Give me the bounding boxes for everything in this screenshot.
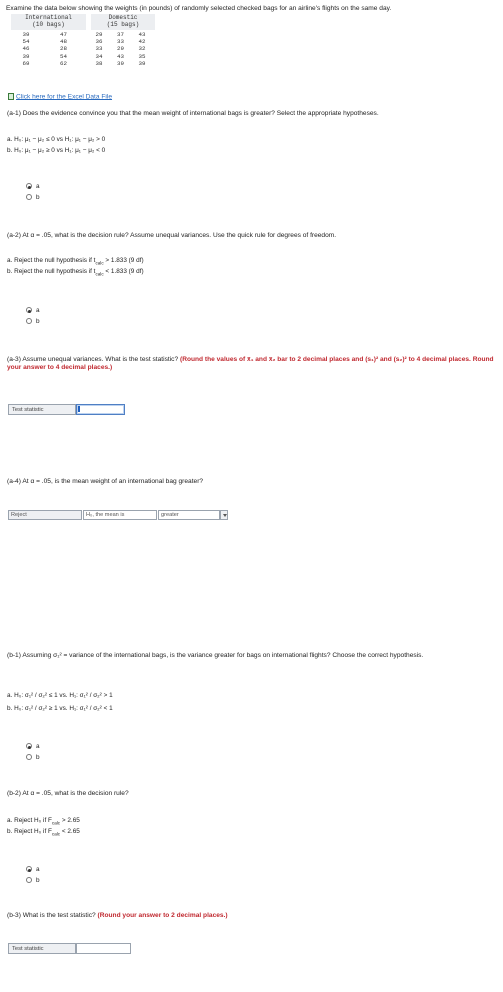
radio-selected-icon[interactable] (26, 307, 32, 313)
question-b1: (b-1) Assuming σ₁² = variance of the international bags, is the variance greater for bags on international flights? Choose the correct hypothesis. (7, 652, 424, 659)
radio-selected-icon[interactable] (26, 183, 32, 189)
intro-text: Examine the data below showing the weights (in pounds) of randomly selected checked bags for an airline's flights on the same day. (6, 5, 392, 12)
b3-test-statistic-label: Test statistic (8, 943, 76, 954)
question-a2: (a-2) At α = .05, what is the decision rule? Assume unequal variances. Use the quick rule for degrees of freedom. (7, 232, 337, 239)
table-row: 46 28 33 29 32 (22, 45, 146, 53)
radio-empty-icon[interactable] (26, 877, 32, 883)
table-row: 39 47 29 37 43 (22, 31, 146, 38)
b1-radio-a[interactable]: a (26, 743, 40, 751)
question-a3: (a-3) Assume unequal variances. What is the test statistic? (Round the values of x̄₁ and x̄₂ bar to 2 decimal places and (s₁)² and (s₂)² to 4 decimal places. Round your answer to 4 decimal places.) (7, 356, 494, 372)
question-b2: (b-2) At α = .05, what is the decision rule? (7, 790, 129, 797)
table-row: 39 54 34 43 35 (22, 52, 146, 60)
a2-radio-b[interactable]: b (26, 318, 40, 326)
excel-file-icon (8, 93, 14, 100)
excel-link[interactable] (8, 93, 112, 101)
question-a4: (a-4) At α = .05, is the mean weight of an international bag greater? (7, 478, 204, 485)
intl-header: International (25, 14, 72, 21)
a3-test-statistic-label: Test statistic (8, 404, 76, 415)
radio-empty-icon[interactable] (26, 194, 32, 200)
question-a1: (a-1) Does the evidence convince you that the mean weight of international bags is greater? Select the appropriate hypotheses. (7, 110, 379, 117)
a1-radio-b[interactable]: b (26, 194, 40, 202)
b1-option-a-text: a. H₀: σ₁² / σ₂² ≤ 1 vs. H₁: σ₁² / σ₂² > 1 (7, 692, 113, 699)
radio-selected-icon[interactable] (26, 866, 32, 872)
radio-empty-icon[interactable] (26, 318, 32, 324)
b2-radio-b[interactable]: b (26, 877, 40, 885)
a2-option-a-text: a. Reject the null hypothesis if $t_{calc} > 1.833$ (9 df) (7, 257, 144, 266)
a1-radio-a[interactable]: a (26, 183, 40, 191)
a3-test-statistic-input[interactable] (76, 404, 125, 415)
input-cursor (78, 406, 80, 412)
a4-conclusion-dropdown[interactable]: H₀, the mean is (83, 510, 157, 520)
b2-option-a-text: a. Reject H₀ if $F_{calc} > 2.65$ (7, 817, 80, 826)
question-b3: (b-3) What is the test statistic? (Round your answer to 2 decimal places.) (7, 912, 228, 919)
table-row: 54 48 36 33 42 (22, 38, 146, 46)
b1-radio-b[interactable]: b (26, 754, 40, 762)
a2-radio-a[interactable]: a (26, 307, 40, 315)
intl-count: (10 bags) (32, 21, 65, 28)
radio-empty-icon[interactable] (26, 754, 32, 760)
dom-header: Domestic (108, 14, 138, 21)
a4-decision-dropdown[interactable]: Reject (8, 510, 82, 520)
data-table-body (11, 31, 155, 67)
a1-option-a-text: a. H₀: μ₁ − μ₂ ≤ 0 vs H₁: μ₁ − μ₂ > 0 (7, 136, 106, 143)
a4-direction-dropdown[interactable]: greater (158, 510, 220, 520)
b1-option-b-text: b. H₀: σ₁² / σ₂² ≥ 1 vs. H₁: σ₁² / σ₂² < 1 (7, 705, 113, 712)
a2-option-b-text: b. Reject the null hypothesis if $t_{calc} < 1.833$ (9 df) (7, 268, 144, 277)
chevron-down-icon[interactable] (220, 510, 228, 520)
a1-option-b-text: b. H₀: μ₁ − μ₂ ≥ 0 vs H₁: μ₁ − μ₂ < 0 (7, 147, 106, 154)
dom-count: (15 bags) (106, 21, 140, 28)
b2-radio-a[interactable]: a (26, 866, 40, 874)
radio-selected-icon[interactable] (26, 743, 32, 749)
b2-option-b-text: b. Reject H₀ if $F_{calc} < 2.65$ (7, 828, 80, 837)
table-row: 69 62 38 39 39 (22, 59, 146, 67)
excel-link-label[interactable]: Click here for the Excel Data File (16, 93, 113, 101)
b3-test-statistic-input[interactable] (76, 943, 131, 954)
